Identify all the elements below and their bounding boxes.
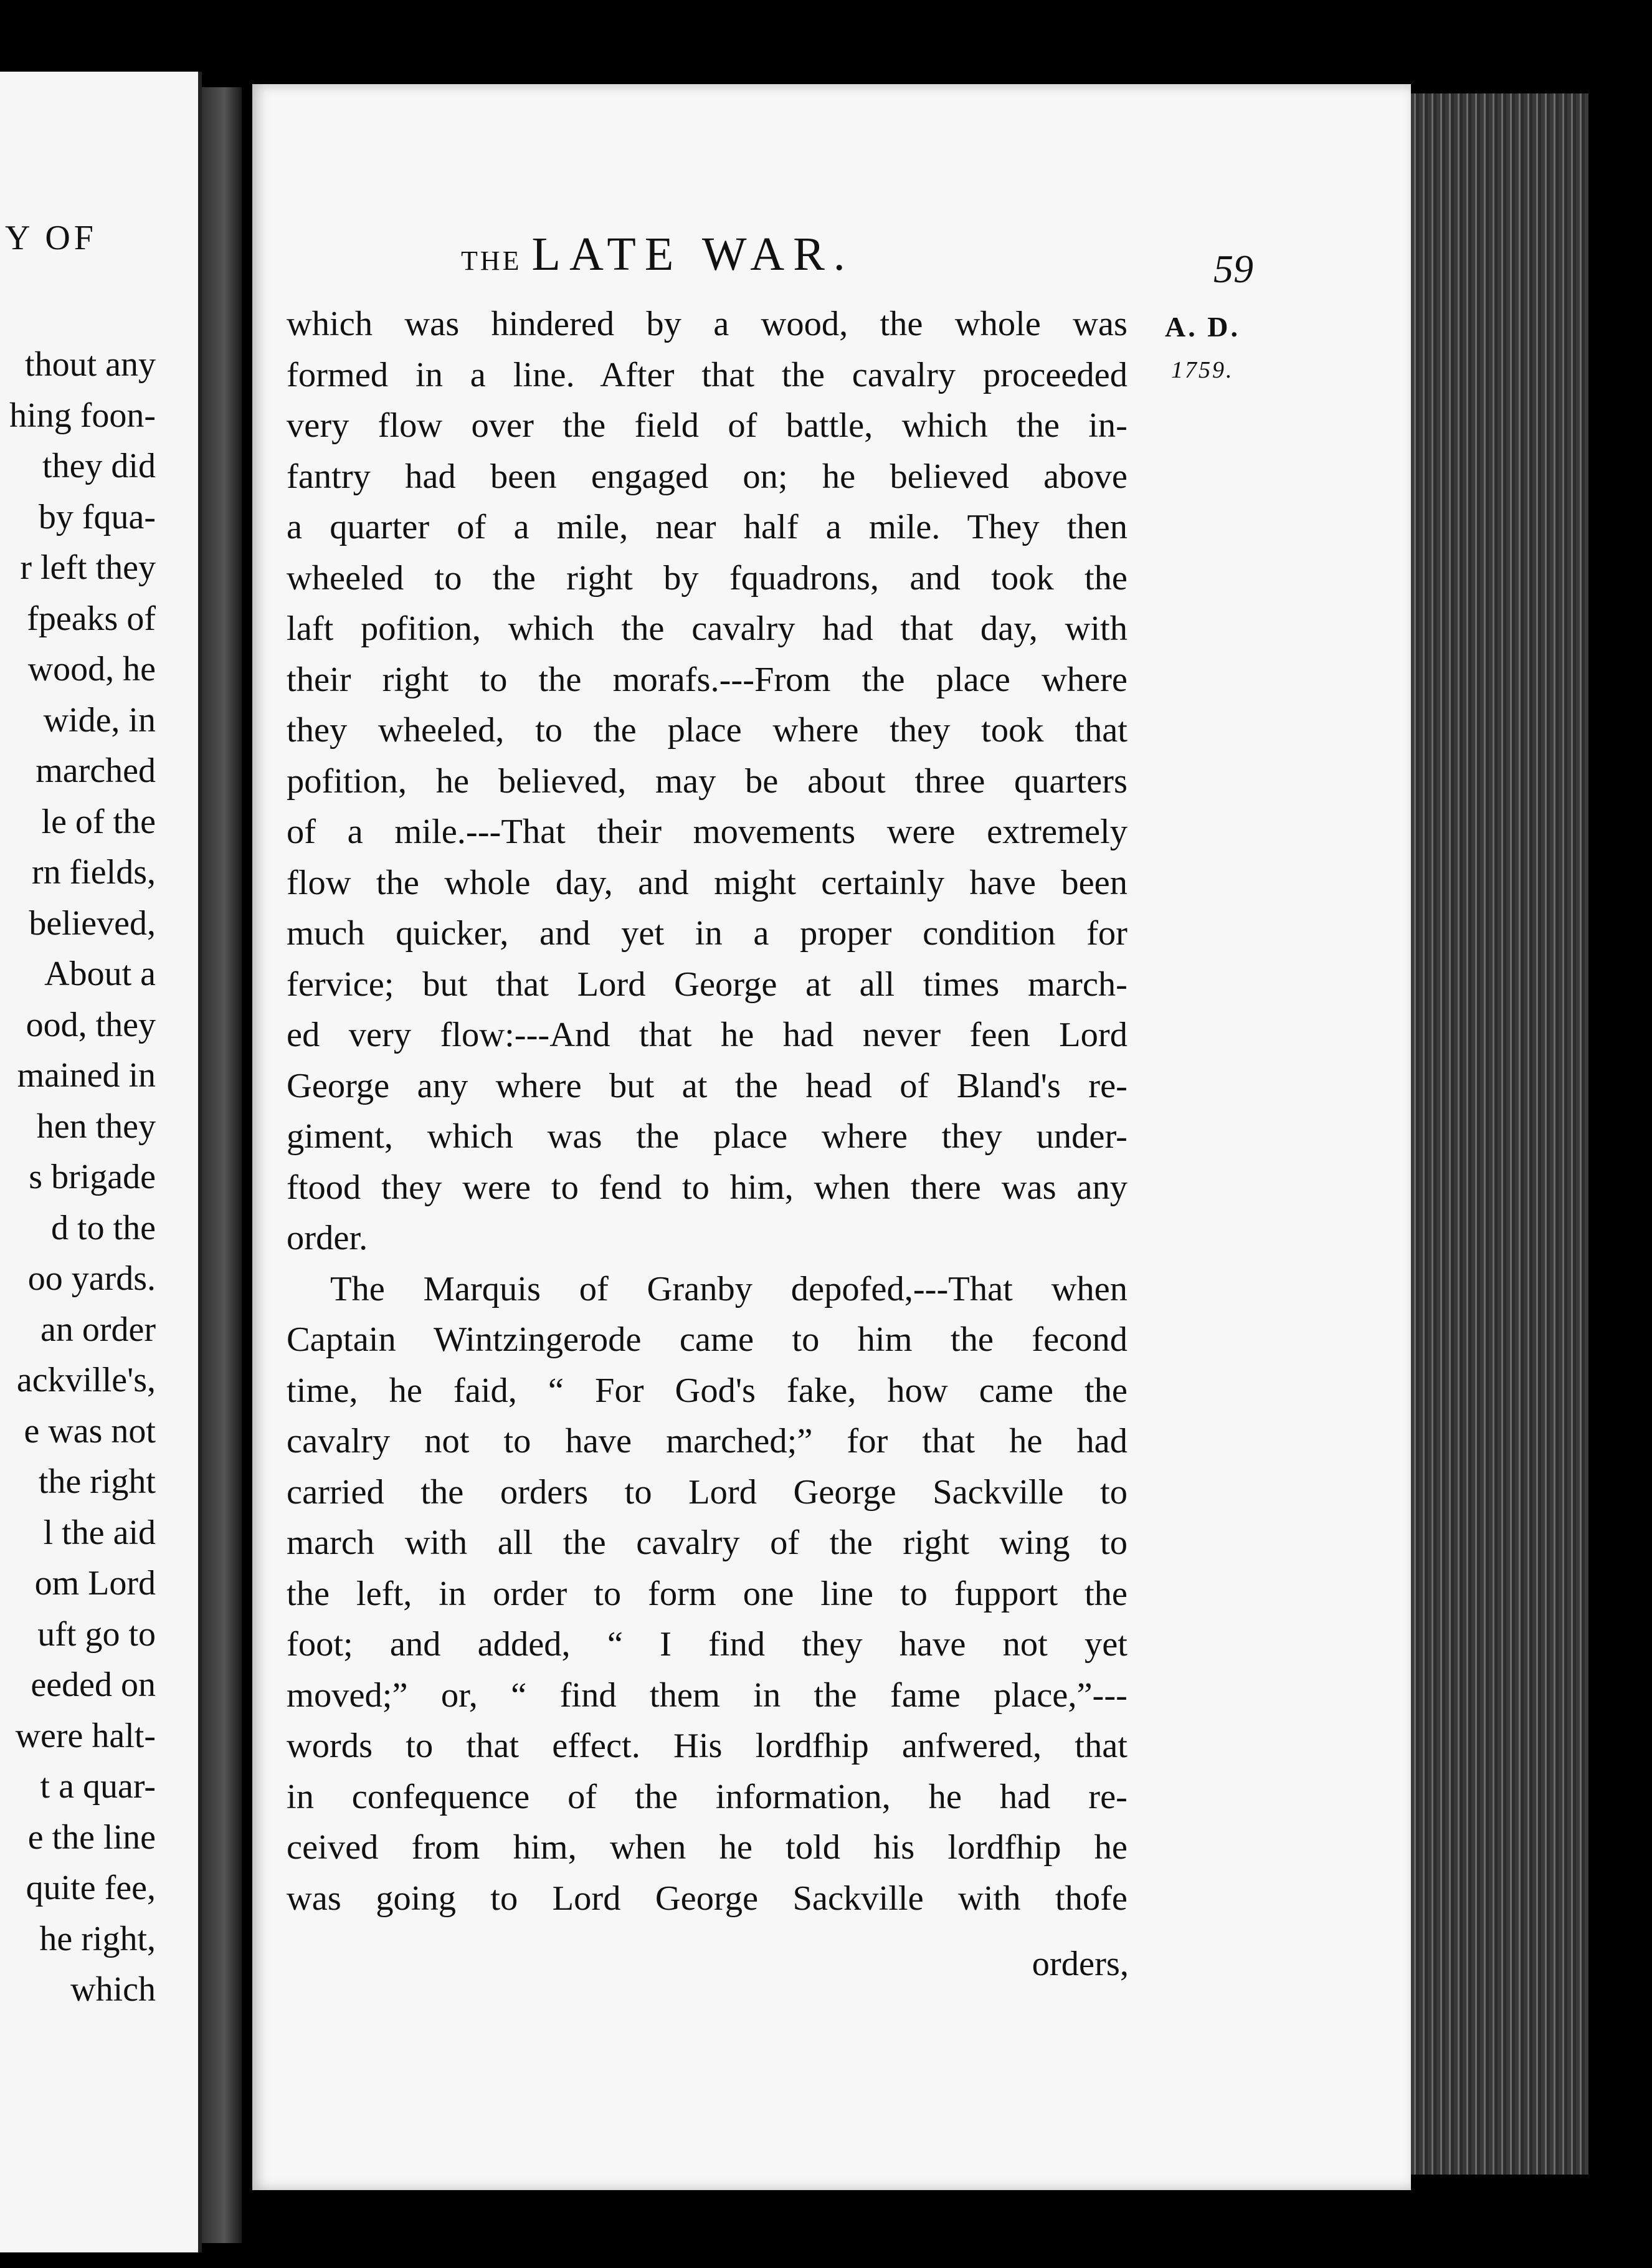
- margin-note-year: 1759.: [1171, 357, 1234, 383]
- body-text: [287, 299, 1127, 1924]
- paragraph-start-line: The Marquis of Granby depofed,---That when: [330, 1269, 1127, 1308]
- left-line: About a: [44, 955, 156, 993]
- text-line: the left, in order to form one line to fupport the: [287, 1574, 1127, 1613]
- text-line: ftood they were to fend to him, when there was any: [287, 1168, 1127, 1207]
- left-line: the right: [38, 1462, 156, 1501]
- left-line: ood, they: [26, 1005, 156, 1044]
- text-line: ceived from him, when he told his lordfhip he: [287, 1828, 1127, 1867]
- left-line: hen they: [36, 1107, 156, 1146]
- left-line: were halt-: [15, 1716, 156, 1755]
- text-line: which was hindered by a wood, the whole was: [287, 305, 1127, 343]
- page-edges: [1395, 93, 1588, 2175]
- text-line: Captain Wintzingerode came to him the fecond: [287, 1320, 1127, 1359]
- catchword: orders,: [1032, 1945, 1129, 1983]
- text-line: they wheeled, to the place where they took that: [287, 711, 1127, 750]
- left-line: quite fee,: [26, 1869, 156, 1907]
- left-line: ackville's,: [16, 1361, 156, 1399]
- left-line: r left they: [20, 548, 156, 587]
- left-line: believed,: [29, 903, 156, 943]
- left-running-head: Y OF: [5, 219, 97, 257]
- left-line: by fqua-: [38, 497, 156, 536]
- text-line: cavalry not to have marched;” for that he had: [287, 1422, 1127, 1460]
- left-line: rn fields,: [31, 853, 156, 892]
- left-line: d to the: [51, 1208, 156, 1247]
- left-page: [0, 72, 202, 2252]
- text-line: a quarter of a mile, near half a mile. They then: [287, 508, 1127, 546]
- left-line: l the aid: [43, 1513, 156, 1552]
- text-line: ed very flow:---And that he had never feen Lord: [287, 1016, 1127, 1054]
- text-line: formed in a line. After that the cavalry proceeded: [287, 355, 1127, 394]
- left-line: wood, he: [27, 650, 156, 688]
- left-line: e the line: [27, 1818, 156, 1857]
- text-line: carried the orders to Lord George Sackville to: [287, 1472, 1127, 1512]
- text-line: march with all the cavalry of the right wing to: [287, 1523, 1127, 1562]
- text-line: George any where but at the head of Bland's re-: [287, 1066, 1127, 1105]
- book-gutter: [198, 87, 242, 2243]
- left-line: le of the: [41, 802, 156, 841]
- text-line: moved;” or, “ find them in the fame place,”---: [287, 1675, 1127, 1715]
- left-line: t a quar-: [40, 1767, 156, 1806]
- left-line: e was not: [24, 1411, 156, 1451]
- left-line: fpeaks of: [27, 599, 156, 638]
- text-line: wheeled to the right by fquadrons, and took the: [287, 558, 1127, 598]
- text-line: time, he faid, “ For God's fake, how came the: [287, 1371, 1127, 1410]
- text-line: their right to the morafs.---From the place where: [287, 660, 1127, 699]
- text-line: order.: [287, 1219, 368, 1257]
- text-line: flow the whole day, and might certainly have been: [287, 863, 1127, 902]
- text-line: words to that effect. His lordfhip anfwered, that: [287, 1727, 1127, 1765]
- text-line: very flow over the field of battle, which the in-: [287, 406, 1127, 445]
- left-line: an order: [40, 1310, 156, 1349]
- text-line: laft pofition, which the cavalry had that day, with: [287, 609, 1127, 648]
- left-line: they did: [42, 447, 156, 485]
- left-line: om Lord: [34, 1564, 156, 1603]
- text-line: in confequence of the information, he had re-: [287, 1777, 1127, 1816]
- left-line: thout any: [25, 345, 156, 384]
- page-number: 59: [1213, 247, 1253, 291]
- text-line: much quicker, and yet in a proper condition for: [287, 914, 1127, 953]
- left-line: hing foon-: [9, 396, 156, 435]
- text-line: pofition, he believed, may be about three quarters: [287, 761, 1127, 801]
- running-head-the: THE: [461, 245, 522, 276]
- left-line: marched: [36, 751, 156, 790]
- text-line: giment, which was the place where they under-: [287, 1117, 1127, 1156]
- text-line: was going to Lord George Sackville with thofe: [287, 1879, 1127, 1918]
- left-line: wide, in: [43, 700, 156, 740]
- left-line: mained in: [17, 1056, 156, 1095]
- left-line: which: [70, 1970, 156, 2009]
- text-line: of a mile.---That their movements were extremely: [287, 812, 1127, 851]
- text-line: fervice; but that Lord George at all times march-: [287, 965, 1127, 1004]
- running-head: [461, 227, 854, 282]
- left-line: uft go to: [37, 1614, 156, 1654]
- text-line: foot; and added, “ I find they have not yet: [287, 1625, 1127, 1664]
- left-line: eeded on: [31, 1665, 156, 1704]
- running-head-title: LATE WAR.: [531, 228, 854, 280]
- left-line: oo yards.: [27, 1259, 156, 1298]
- margin-note-ad: A. D.: [1165, 311, 1240, 343]
- left-page-text: [9, 340, 156, 2016]
- left-line: he right,: [39, 1919, 156, 1958]
- left-line: s brigade: [29, 1158, 156, 1196]
- text-line: fantry had been engaged on; he believed above: [287, 457, 1127, 496]
